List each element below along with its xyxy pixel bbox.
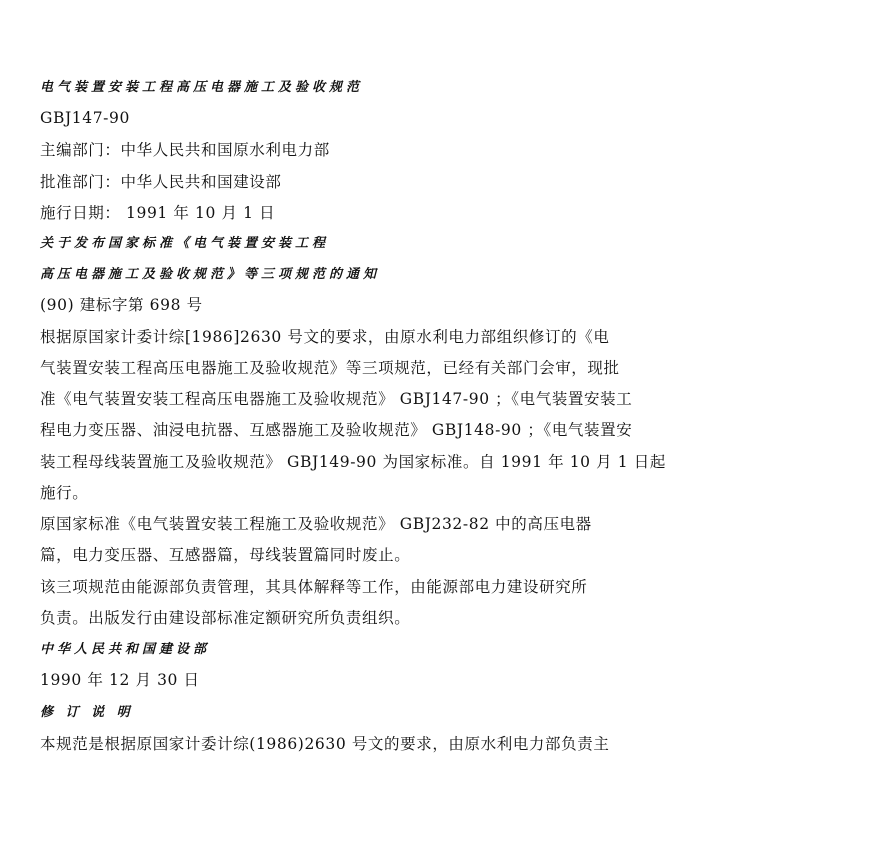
body-paragraph-line: 气装置安装工程高压电器施工及验收规范》等三项规范，已经有关部门会审，现批	[40, 359, 620, 377]
notice-heading-line-1: 关于发布国家标准《电气装置安装工程	[40, 236, 330, 251]
body-paragraph-line: 施行。	[40, 484, 89, 502]
body-paragraph-line: 程电力变压器、油浸电抗器、互感器施工及验收规范》 GBJ148-90 ；《电气装置安	[40, 421, 633, 439]
notice-heading-line-2: 高压电器施工及验收规范》等三项规范的通知	[40, 267, 381, 282]
document-title: 电气装置安装工程高压电器施工及验收规范	[40, 80, 364, 95]
notice-number: (90) 建标字第 698 号	[40, 296, 203, 314]
body-paragraph-line: 准《电气装置安装工程高压电器施工及验收规范》 GBJ147-90 ；《电气装置安装工	[40, 390, 633, 408]
effective-date: 施行日期： 1991 年 10 月 1 日	[40, 204, 276, 222]
revision-text: 本规范是根据原国家计委计综(1986)2630 号文的要求，由原水利电力部负责主	[40, 735, 610, 753]
body-paragraph-line: 负责。出版发行由建设部标准定额研究所负责组织。	[40, 609, 411, 627]
issuer: 中华人民共和国建设部	[40, 642, 211, 657]
issue-date: 1990 年 12 月 30 日	[40, 671, 200, 689]
body-paragraph-line: 篇，电力变压器、互感器篇，母线装置篇同时废止。	[40, 546, 411, 564]
body-paragraph-line: 该三项规范由能源部负责管理，其具体解释等工作，由能源部电力建设研究所	[40, 578, 588, 596]
body-paragraph-line: 根据原国家计委计综[1986]2630 号文的要求，由原水利电力部组织修订的《电	[40, 328, 610, 346]
body-paragraph-line: 装工程母线装置施工及验收规范》 GBJ149-90 为国家标准。自 1991 年 10 月 1 日起	[40, 453, 666, 471]
approval-department: 批准部门：中华人民共和国建设部	[40, 173, 282, 191]
body-paragraph-line: 原国家标准《电气装置安装工程施工及验收规范》 GBJ232-82 中的高压电器	[40, 515, 592, 533]
document-code: GBJ147-90	[40, 109, 130, 127]
editor-department: 主编部门：中华人民共和国原水利电力部	[40, 141, 330, 159]
revision-heading: 修 订 说 明	[40, 705, 134, 720]
